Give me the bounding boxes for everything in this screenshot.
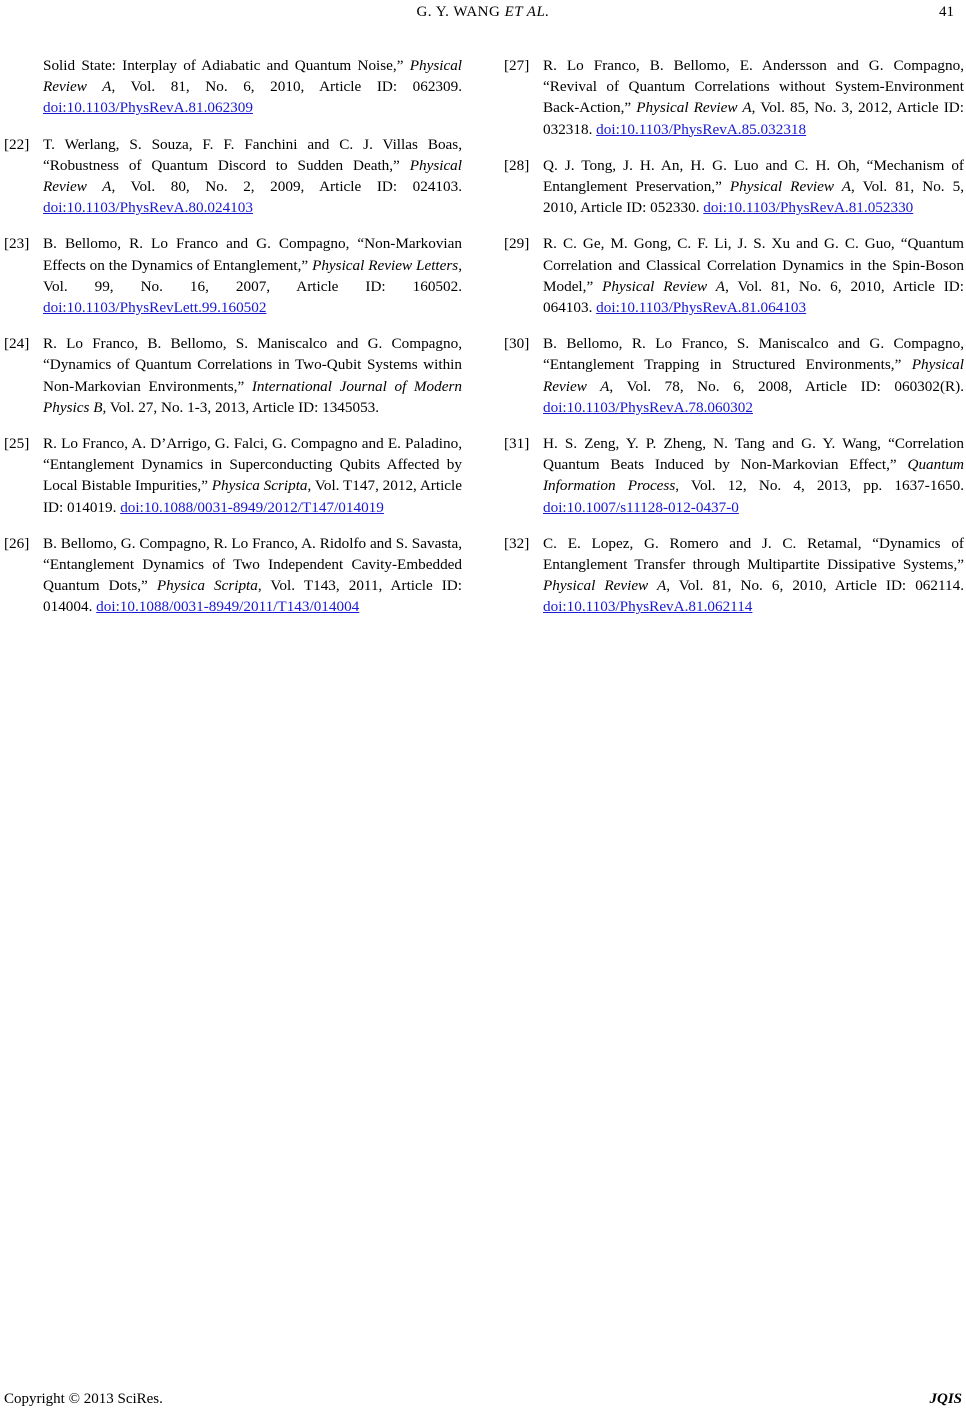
reference-details: , Vol. 81, No. 5, 2010, Article ID: 052330. (543, 178, 964, 217)
reference-entry (504, 333, 964, 418)
reference-details: , Vol. 81, No. 6, 2010, Article ID: 064103. (543, 277, 964, 317)
reference-journal: Physical Review A (543, 577, 667, 595)
reference-entry (504, 533, 964, 618)
reference-details: , Vol. 99, No. 16, 2007, Article ID: 160502. (43, 256, 463, 295)
reference-details: , Vol. 12, No. 4, 2013, pp. 1637-1650. (675, 477, 964, 495)
reference-text: B. Bellomo, G. Compagno, R. Lo Franco, A. Ridolfo and S. Savasta, “Entanglement Dynamics of Two Independent Cavity-Embedded Quantum Dots,” (43, 534, 462, 595)
running-head-et-al: ET AL. (504, 4, 550, 20)
reference-text: T. Werlang, S. Souza, F. F. Fanchini and C. J. Villas Boas, “Robustness of Quantum Discord to Sudden Death,” (43, 135, 462, 174)
reference-journal: Physical Review A (729, 178, 852, 196)
page-header (0, 2, 966, 26)
reference-entry (4, 533, 462, 618)
reference-number: [26] (4, 534, 30, 552)
reference-entry (504, 233, 964, 318)
reference-text: B. Bellomo, R. Lo Franco and G. Compagno, “Non-Markovian Effects on the Dynamics of Entanglement,” (43, 235, 462, 274)
reference-entry (4, 433, 462, 518)
reference-journal: Physical Review A (543, 356, 964, 395)
reference-journal: Physical Review A (43, 156, 462, 196)
reference-journal: International Journal of Modern Physics B (43, 377, 462, 416)
reference-text: B. Bellomo, R. Lo Franco, S. Maniscalco and G. Compagno, “Entanglement Trapping in Structured Environments,” (543, 335, 964, 374)
doi-link[interactable]: doi:10.1103/PhysRevA.85.032318 (596, 120, 807, 138)
reference-details: , Vol. 78, No. 6, 2008, Article ID: 060302(R). (609, 377, 964, 395)
reference-entry (504, 55, 964, 140)
reference-details: , Vol. 81, No. 6, 2010, Article ID: 062309. (111, 78, 462, 96)
copyright-notice: Copyright © 2013 SciRes. (4, 1391, 163, 1407)
reference-text: C. E. Lopez, G. Romero and J. C. Retamal, “Dynamics of Entanglement Transfer through Multipartite Dissipative Systems,” (543, 534, 964, 574)
doi-link[interactable]: doi:10.1103/PhysRevA.81.062309 (43, 99, 253, 117)
reference-text: R. Lo Franco, A. D’Arrigo, G. Falci, G. Compagno and E. Paladino, “Entanglement Dynamics in Superconducting Qubits Affected by Local Bistable Impurities,” (43, 435, 462, 495)
reference-entry (504, 155, 964, 219)
reference-number: [24] (4, 335, 30, 353)
reference-journal: Physica Scripta (211, 477, 308, 495)
reference-number: [22] (4, 135, 30, 153)
references-right-column (504, 55, 964, 633)
reference-number: [28] (504, 156, 530, 174)
reference-entry (504, 433, 964, 518)
reference-journal: Physica Scripta (156, 577, 258, 595)
running-head (0, 2, 966, 23)
reference-text: R. Lo Franco, B. Bellomo, S. Maniscalco and G. Compagno, “Dynamics of Quantum Correlations in Two-Qubit Systems within Non-Markovian Environments,” (43, 335, 462, 395)
doi-link[interactable]: doi:10.1088/0031-8949/2012/T147/014019 (120, 498, 384, 516)
reference-number: [25] (4, 435, 30, 453)
reference-text: Q. J. Tong, J. H. An, H. G. Luo and C. H. Oh, “Mechanism of Entanglement Preservation,” (543, 156, 964, 196)
doi-link[interactable]: doi:10.1103/PhysRevA.81.062114 (543, 598, 753, 616)
reference-journal: Quantum Information Process (543, 456, 965, 495)
reference-journal: Physical Review A (43, 57, 463, 96)
reference-number: [30] (504, 335, 530, 353)
running-head-authors: G. Y. WANG (416, 4, 501, 20)
doi-link[interactable]: doi:10.1103/PhysRevA.78.060302 (543, 398, 753, 416)
reference-details: , Vol. 81, No. 6, 2010, Article ID: 062114. (666, 577, 964, 595)
reference-journal: Physical Review A (636, 99, 752, 117)
doi-link[interactable]: doi:10.1103/PhysRevA.81.052330 (703, 199, 914, 217)
page-number: 41 (939, 4, 954, 20)
reference-details: , Vol. 85, No. 3, 2012, Article ID: 032318. (543, 99, 964, 138)
reference-number: [27] (504, 57, 530, 74)
reference-entry (4, 134, 462, 219)
reference-number: [31] (504, 435, 530, 453)
reference-text: R. Lo Franco, B. Bellomo, E. Andersson and G. Compagno, “Revival of Quantum Correlations without System-Environment Back-Action,” (543, 57, 964, 117)
reference-number: [29] (504, 235, 530, 253)
doi-link[interactable]: doi:10.1103/PhysRevLett.99.160502 (43, 299, 267, 317)
doi-link[interactable]: doi:10.1103/PhysRevA.81.064103 (596, 299, 807, 317)
reference-number: [23] (4, 235, 30, 253)
reference-text: R. C. Ge, M. Gong, C. F. Li, J. S. Xu and G. C. Guo, “Quantum Correlation and Classical Correlation Dynamics in the Spin-Boson Model,” (543, 235, 964, 295)
doi-link[interactable]: doi:10.1007/s11128-012-0437-0 (543, 498, 739, 516)
reference-number: [32] (504, 534, 530, 552)
reference-details: , Vol. T143, 2011, Article ID: 014004. (43, 577, 462, 616)
journal-abbrev: JQIS (929, 1391, 962, 1407)
reference-details: , Vol. 27, No. 1-3, 2013, Article ID: 1345053. (102, 398, 380, 416)
doi-link[interactable]: doi:10.1103/PhysRevA.80.024103 (43, 199, 253, 217)
reference-text: Solid State: Interplay of Adiabatic and Quantum Noise,” (43, 57, 404, 74)
reference-entry (4, 233, 462, 318)
page-footer (0, 1389, 966, 1413)
reference-details: , Vol. 80, No. 2, 2009, Article ID: 024103. (111, 178, 462, 196)
reference-entry (4, 55, 462, 119)
references-left-column (4, 55, 462, 633)
reference-text: H. S. Zeng, Y. P. Zheng, N. Tang and G. Y. Wang, “Correlation Quantum Beats Induced by Non-Markovian Effect,” (543, 435, 964, 474)
doi-link[interactable]: doi:10.1088/0031-8949/2011/T143/014004 (96, 598, 360, 616)
reference-entry (4, 333, 462, 418)
reference-journal: Physical Review Letters (312, 256, 459, 274)
reference-details: , Vol. T147, 2012, Article ID: 014019. (43, 477, 462, 516)
reference-journal: Physical Review A (602, 277, 726, 295)
